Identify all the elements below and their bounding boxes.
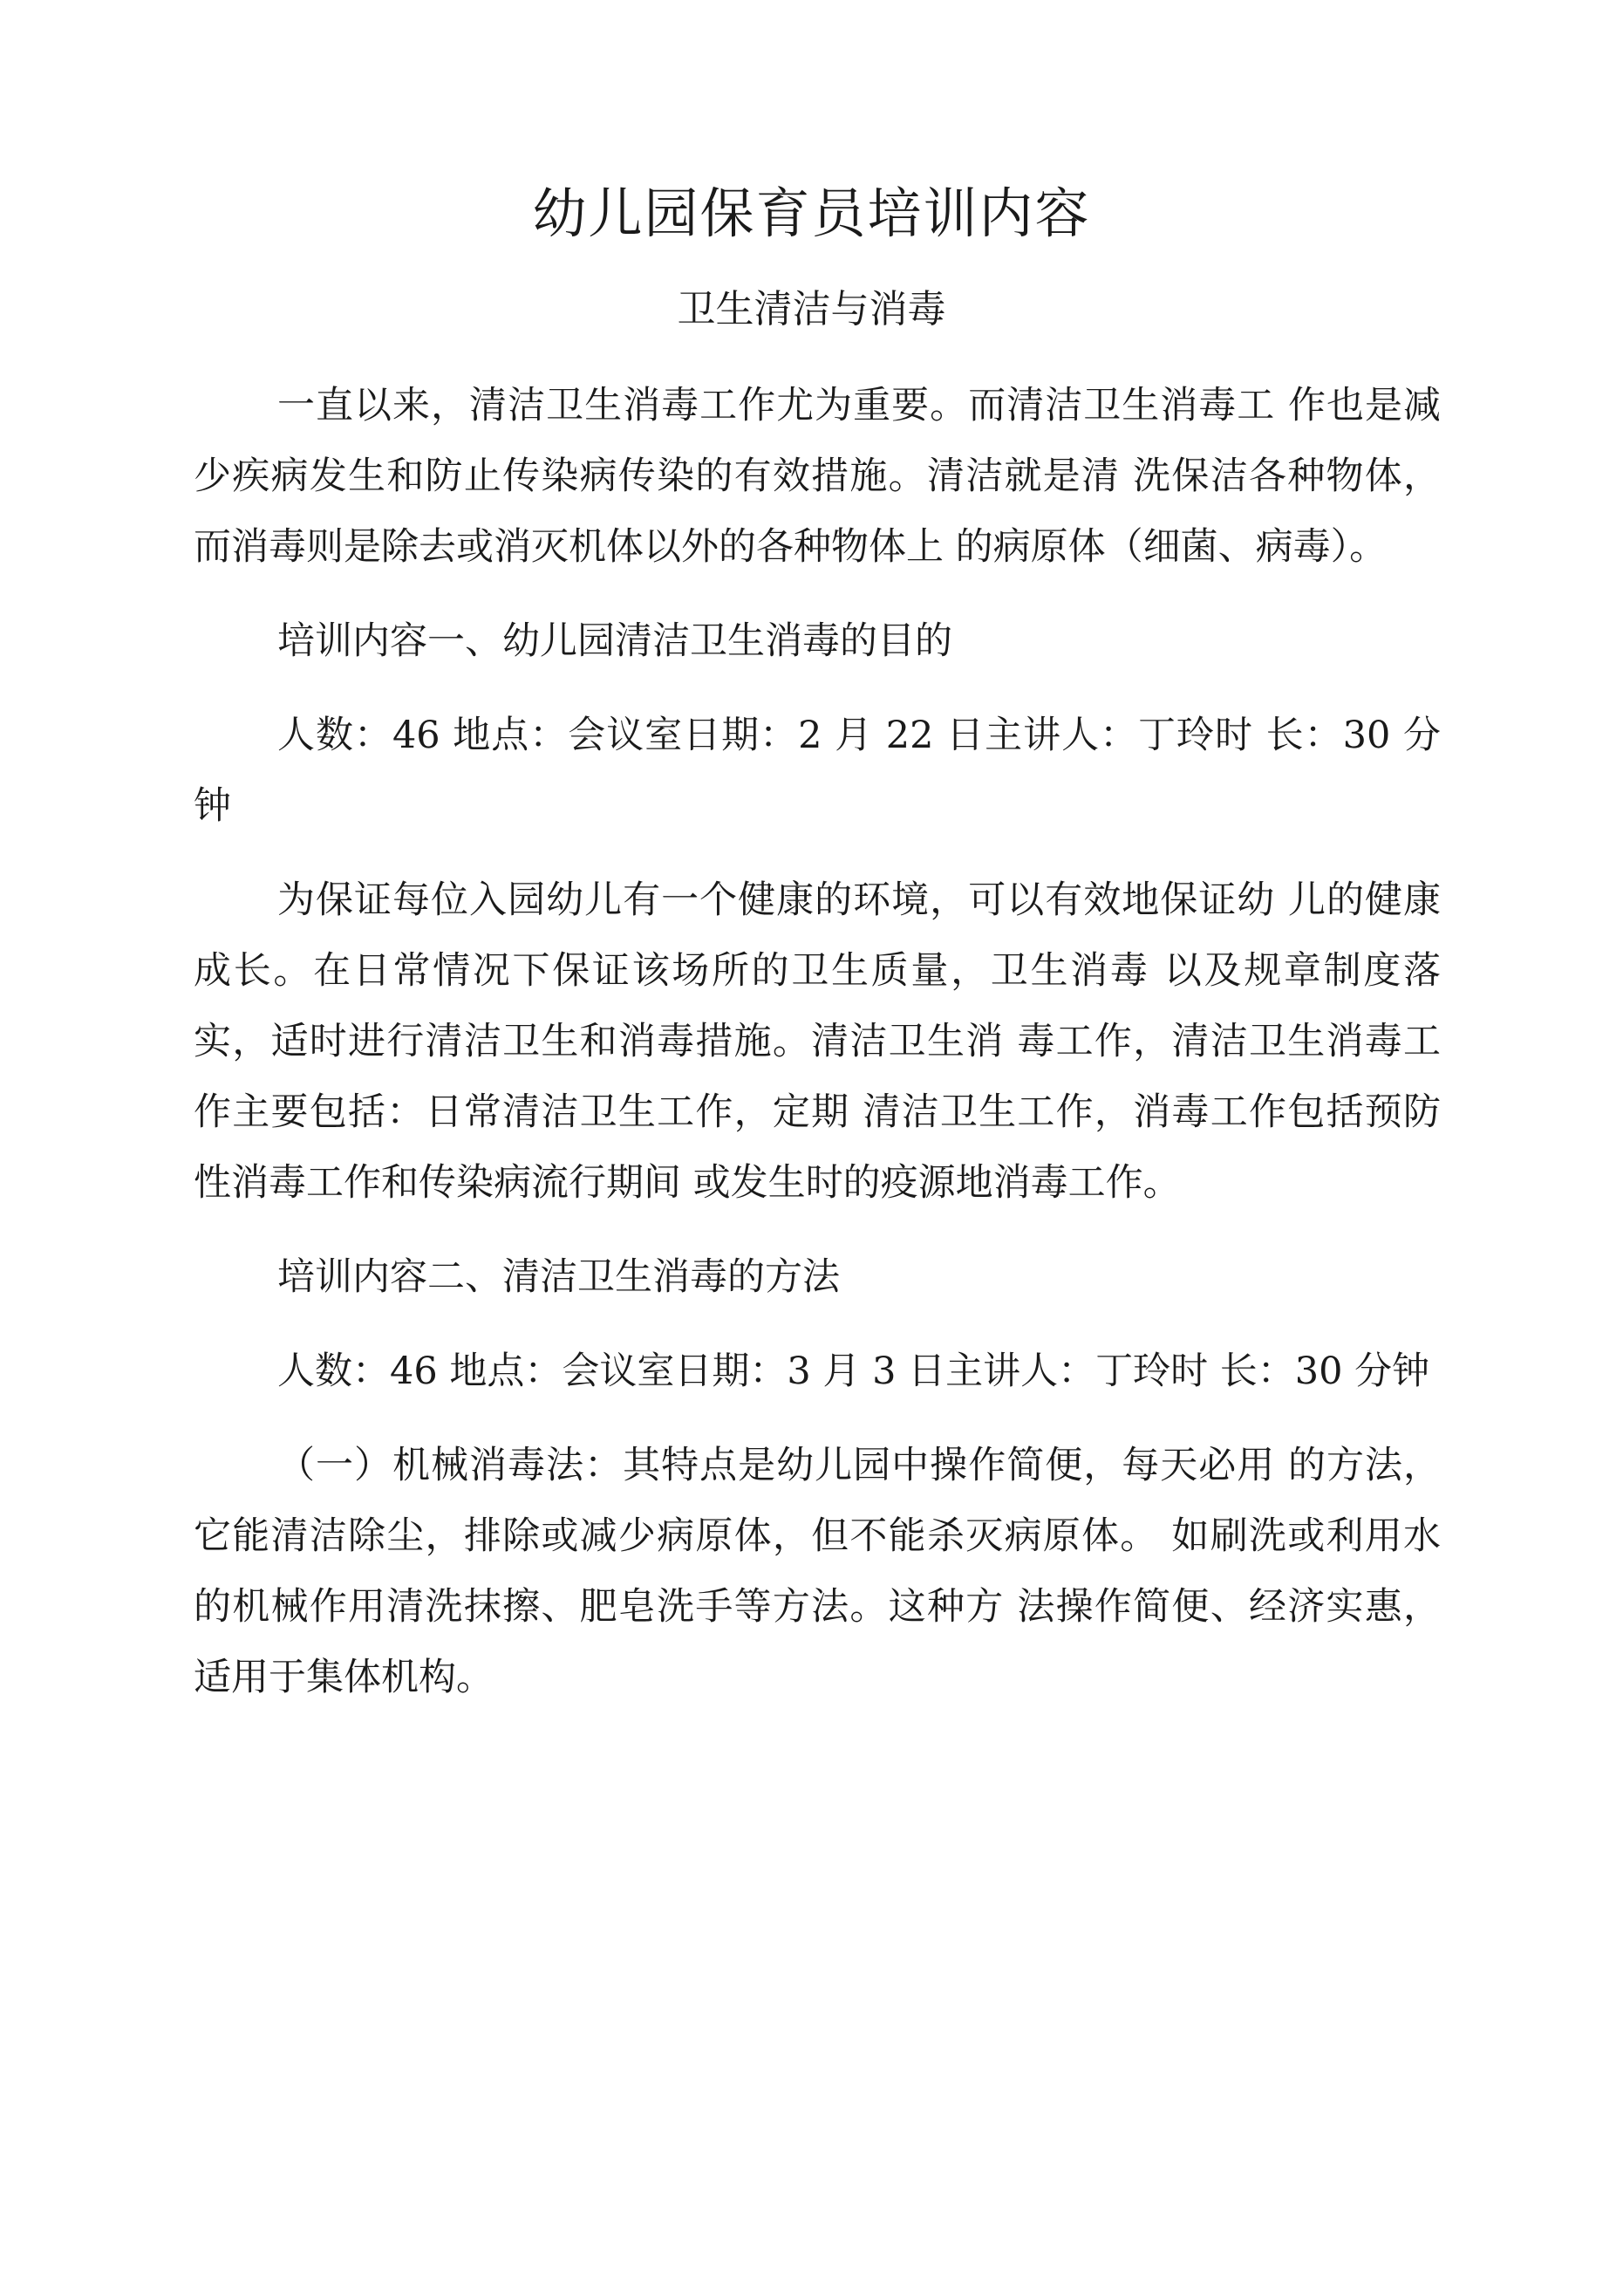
intro-paragraph: 一直以来，清洁卫生消毒工作尤为重要。而清洁卫生消毒工 作也是减少疾病发生和防止传染病传染的有效措施。清洁就是清 洗保洁各种物体，而消毒则是除去或消灭机体以外的各种物体上 的病原体（细菌、病毒）。	[194, 384, 1441, 569]
purpose-paragraph: 为保证每位入园幼儿有一个健康的环境，可以有效地保证幼 儿的健康成长。在日常情况下保证该场所的卫生质量，卫生消毒 以及规章制度落实，适时进行清洁卫生和消毒措施。清洁卫生消 毒工作，清洁卫生消毒工作主要包括：日常清洁卫生工作，定期 清洁卫生工作，消毒工作包括预防性消毒工作和传染病流行期间 或发生时的疫源地消毒工作。	[194, 878, 1441, 1205]
method-paragraph: （一）机械消毒法：其特点是幼儿园中操作简便，每天必用 的方法，它能清洁除尘，排除或减少病原体，但不能杀灭病原体。 如刷洗或利用水的机械作用清洗抹擦、肥皂洗手等方法。这种方 法操作简便、经济实惠，适用于集体机构。	[194, 1444, 1441, 1699]
section-heading-1: 培训内容一、幼儿园清洁卫生消毒的目的	[277, 619, 952, 663]
document-title: 幼儿园保育员培训内容	[532, 181, 1091, 245]
session-info-1: 人数：46 地点：会议室日期：2 月 22 日主讲人：丁玲时 长：30 分钟	[194, 714, 1441, 828]
session-info-2: 人数：46 地点：会议室日期：3 月 3 日主讲人：丁玲时 长：30 分钟	[277, 1350, 1430, 1393]
document-body	[194, 371, 1441, 1737]
section-heading-2: 培训内容二、清洁卫生消毒的方法	[277, 1255, 840, 1299]
document-subtitle: 卫生清洁与消毒	[677, 287, 946, 331]
